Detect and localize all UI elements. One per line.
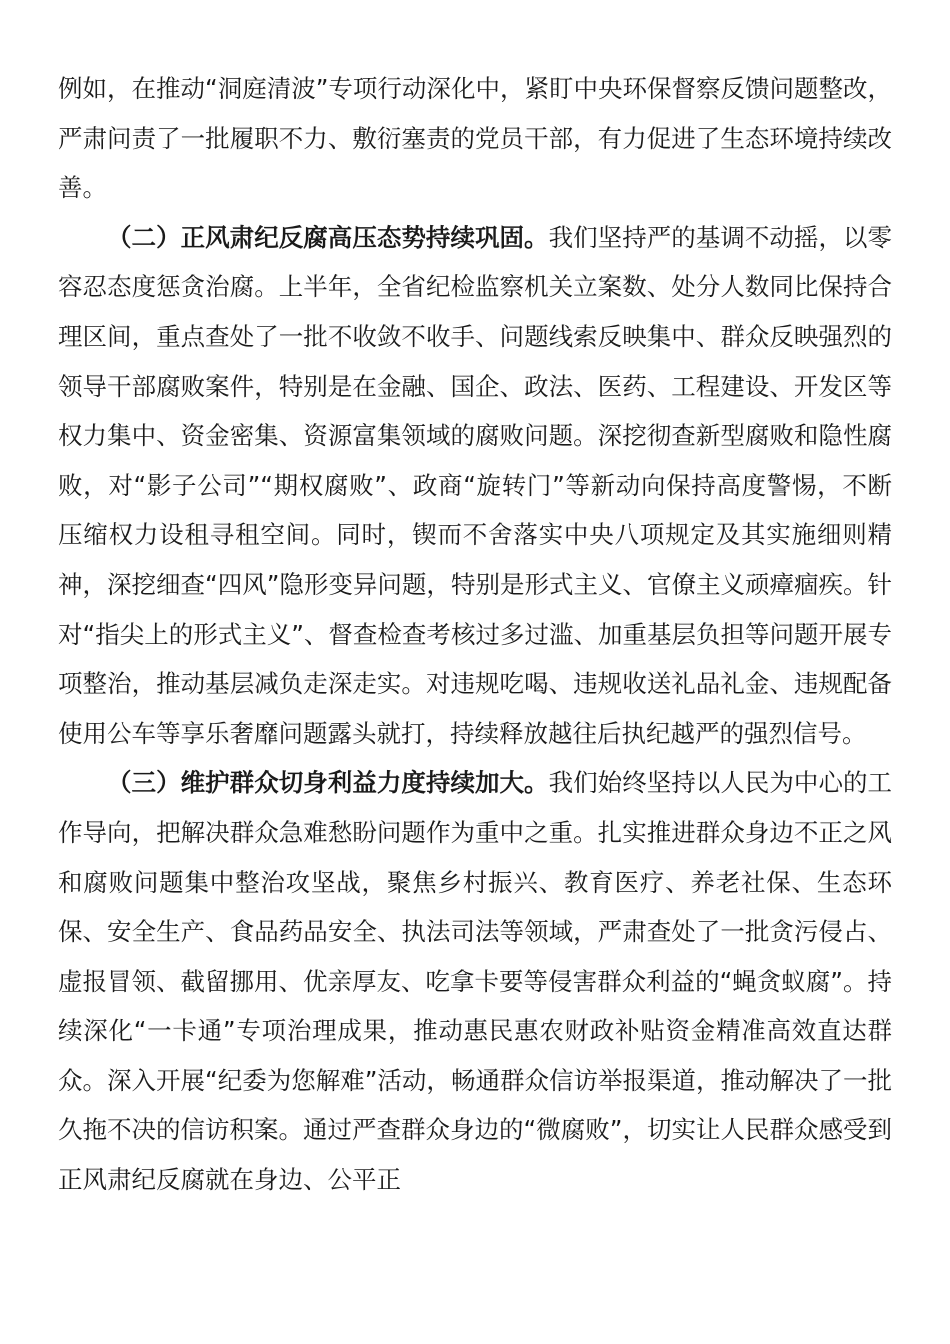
paragraph-section-2 <box>58 213 892 759</box>
paragraph-continuation <box>58 64 892 213</box>
section-heading: （三）维护群众切身利益力度持续加大。 <box>107 768 549 798</box>
paragraph-section-3 <box>58 758 892 1204</box>
paragraph-text: 我们始终坚持以人民为中心的工作导向，把解决群众急难愁盼问题作为重中之重。扎实推进群众身边不正之风和腐败问题集中整治攻坚战，聚焦乡村振兴、教育医疗、养老社保、生态环保、安全生产、食品药品安全、执法司法等领域，严肃查处了一批贪污侵占、虚报冒领、截留挪用、优亲厚友、吃拿卡要等侵害群众利益的“蝇贪蚁腐”。持续深化“一卡通”专项治理成果，推动惠民惠农财政补贴资金精准高效直达群众。深入开展“纪委为您解难”活动，畅通群众信访举报渠道，推动解决了一批久拖不决的信访积案。通过严查群众身边的“微腐败”，切实让人民群众感受到正风肃纪反腐就在身边、公平正 <box>58 768 893 1195</box>
section-heading: （二）正风肃纪反腐高压态势持续巩固。 <box>107 222 549 252</box>
document-page <box>58 64 892 1205</box>
paragraph-text: 我们坚持严的基调不动摇，以零容忍态度惩贪治腐。上半年，全省纪检监察机关立案数、处分人数同比保持合理区间，重点查处了一批不收敛不收手、问题线索反映集中、群众反映强烈的领导干部腐败案件，特别是在金融、国企、政法、医药、工程建设、开发区等权力集中、资金密集、资源富集领域的腐败问题。深挖彻查新型腐败和隐性腐败，对“影子公司”“期权腐败”、政商“旋转门”等新动向保持高度警惕，不断压缩权力设租寻租空间。同时，锲而不舍落实中央八项规定及其实施细则精神，深挖细查“四风”隐形变异问题，特别是形式主义、官僚主义顽瘴痼疾。针对“指尖上的形式主义”、督查检查考核过多过滥、加重基层负担等问题开展专项整治，推动基层减负走深走实。对违规吃喝、违规收送礼品礼金、违规配备使用公车等享乐奢靡问题露头就打，持续释放越往后执纪越严的强烈信号。 <box>58 222 893 748</box>
paragraph-text: 例如，在推动“洞庭清波”专项行动深化中，紧盯中央环保督察反馈问题整改，严肃问责了一批履职不力、敷衍塞责的党员干部，有力促进了生态环境持续改善。 <box>58 74 892 203</box>
